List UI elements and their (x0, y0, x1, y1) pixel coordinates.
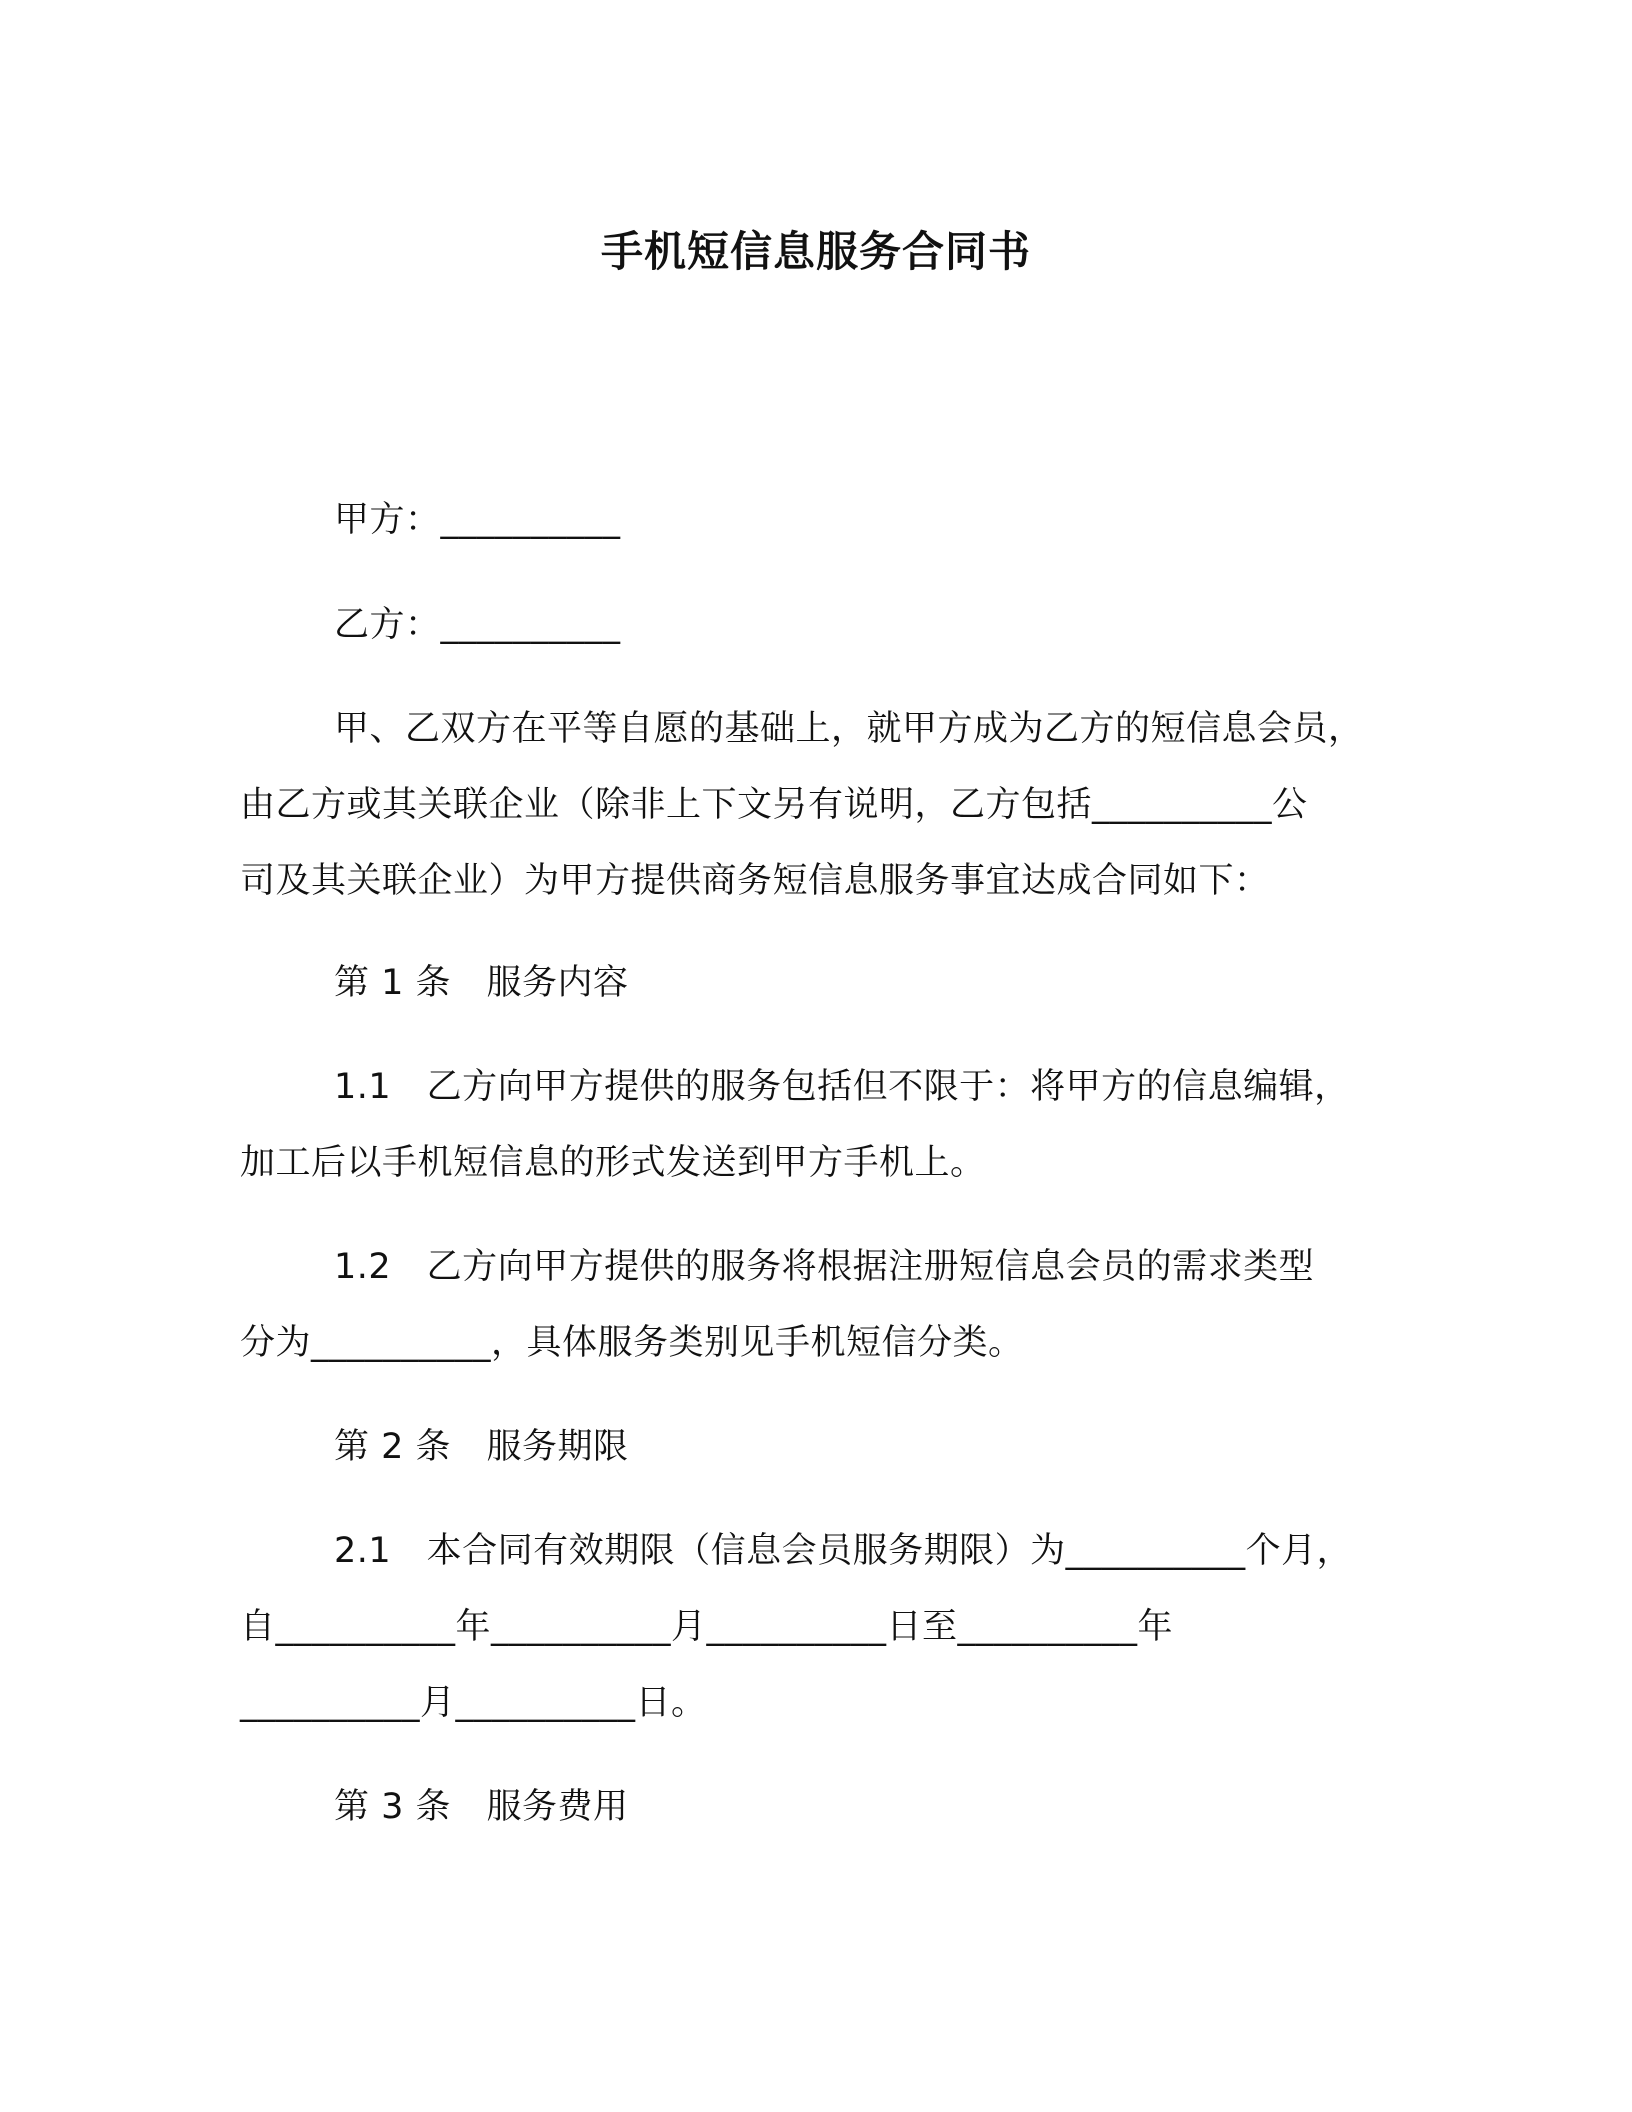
article-1-heading: 第 1 条 服务内容 (334, 963, 629, 1003)
article-3-heading: 第 3 条 服务费用 (334, 1787, 629, 1827)
preamble-line-3: 司及其关联企业）为甲方提供商务短信息服务事宜达成合同如下： (240, 861, 1270, 901)
document-title: 手机短信息服务合同书 (600, 227, 1031, 276)
party-a-line: 甲方：__________ (334, 500, 621, 540)
clause-1-1-line-1: 1.1 乙方向甲方提供的服务包括但不限于：将甲方的信息编辑， (334, 1067, 1350, 1107)
clause-1-1-line-2: 加工后以手机短信息的形式发送到甲方手机上。 (240, 1143, 986, 1183)
clause-1-2-line-2: 分为__________，具体服务类别见手机短信分类。 (240, 1323, 1024, 1363)
clause-2-1-line-3: __________月__________日。 (240, 1683, 707, 1723)
clause-1-2-line-1: 1.2 乙方向甲方提供的服务将根据注册短信息会员的需求类型 (334, 1247, 1315, 1287)
preamble-line-2: 由乙方或其关联企业（除非上下文另有说明，乙方包括__________公 (240, 785, 1308, 825)
clause-2-1-line-1: 2.1 本合同有效期限（信息会员服务期限）为__________个月， (334, 1531, 1353, 1571)
preamble-line-1: 甲、乙双方在平等自愿的基础上，就甲方成为乙方的短信息会员， (334, 709, 1364, 749)
clause-2-1-line-2: 自__________年__________月__________日至__________年 (240, 1607, 1174, 1647)
party-b-line: 乙方：__________ (334, 605, 621, 645)
article-2-heading: 第 2 条 服务期限 (334, 1427, 629, 1467)
